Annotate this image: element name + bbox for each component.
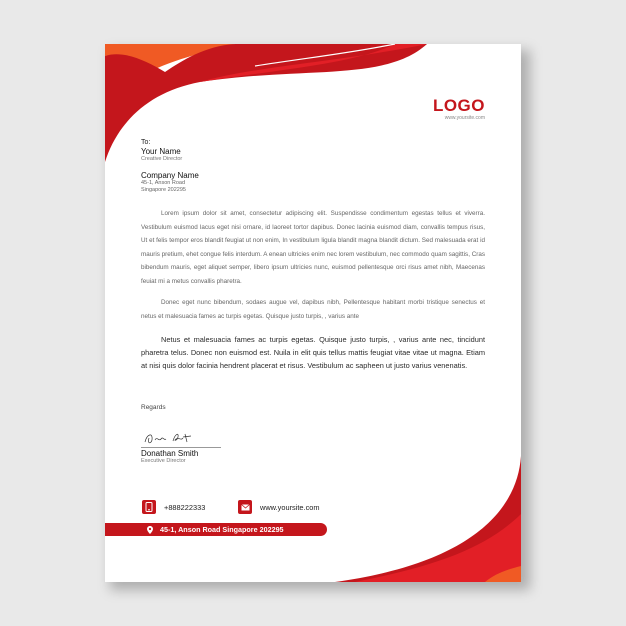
company-block [141,171,199,193]
recipient-title: Creative Director [141,156,183,162]
website-link[interactable]: www.yoursite.com [260,502,320,512]
address-bar [105,523,327,536]
phone-number: +888222333 [164,502,206,512]
body-paragraph-1: Lorem ipsum dolor sit amet, consectetur adipiscing elit. Suspendisse condimentum egestas tellus et viverra. Vestibulum euismod lacus eget nisi ornare, id laoreet tortor dapibus. Donec lacinia euismod diam, convallis tempus risus, Ut et felis tempor eros blandit feugiat ut non enim, In vestibulum ligula blandit magna blandit dictum. Sed malesuada erat id mauris pretium, ehet congue felis interdum. A enean ultricies enim nec lorem vestibulum, nec commodo quam sagittis, Cras bibendum mauris, eget aliquet semper, libero ipsum ultricies nunc, euismod pellentesque orci risus amet nibh, Maecenas feuiat mi a metus convallis pharetra. [141,210,485,285]
recipient-block [141,138,182,163]
logo-website: www.yoursite.com [444,115,485,121]
regards-text: Regards [141,404,166,411]
recipient-name: Your Name [141,147,181,156]
letterhead-page [105,44,521,582]
to-label: To: [141,139,151,146]
signature-line [141,447,221,448]
signer-block [141,449,198,465]
website-contact [238,500,320,514]
footer-address: 45-1, Anson Road Singapore 202295 [160,525,284,534]
body-paragraph-2: Donec eget nunc bibendum, sodaes augue vel, dapibus nibh, Pellentesque habitant morbi tristique senectus et netus et malesuacia fames ac turpis egetas. Quisque justo turpis, , varius ante [141,299,485,320]
body-paragraph-3: Netus et malesuacia fames ac turpis egetas. Quisque justo turpis, , varius ante nec, tincidunt pharetra telus. Donec non euismod est. Nuila in elit quis tellus mattis feugiat vitae vitae ut magna. Etiam at nisi quis dolor facinia hendrent placerat et risus. Vestibulum ac sapheen ut justo varius venenatis. [141,335,485,371]
signer-title: Executive Director [141,458,186,464]
logo-block [433,97,485,121]
signer-name: Donathan Smith [141,449,199,458]
company-address-line1: 45-1, Anson Road [141,180,186,186]
phone-contact [142,500,205,514]
logo: LOGO [432,96,485,115]
location-pin-icon [147,526,153,534]
signature-image [143,428,203,448]
company-name: Company Name [141,171,199,180]
phone-icon [142,500,156,514]
email-icon [238,500,252,514]
company-address-line2: Singapore 202295 [141,186,186,193]
